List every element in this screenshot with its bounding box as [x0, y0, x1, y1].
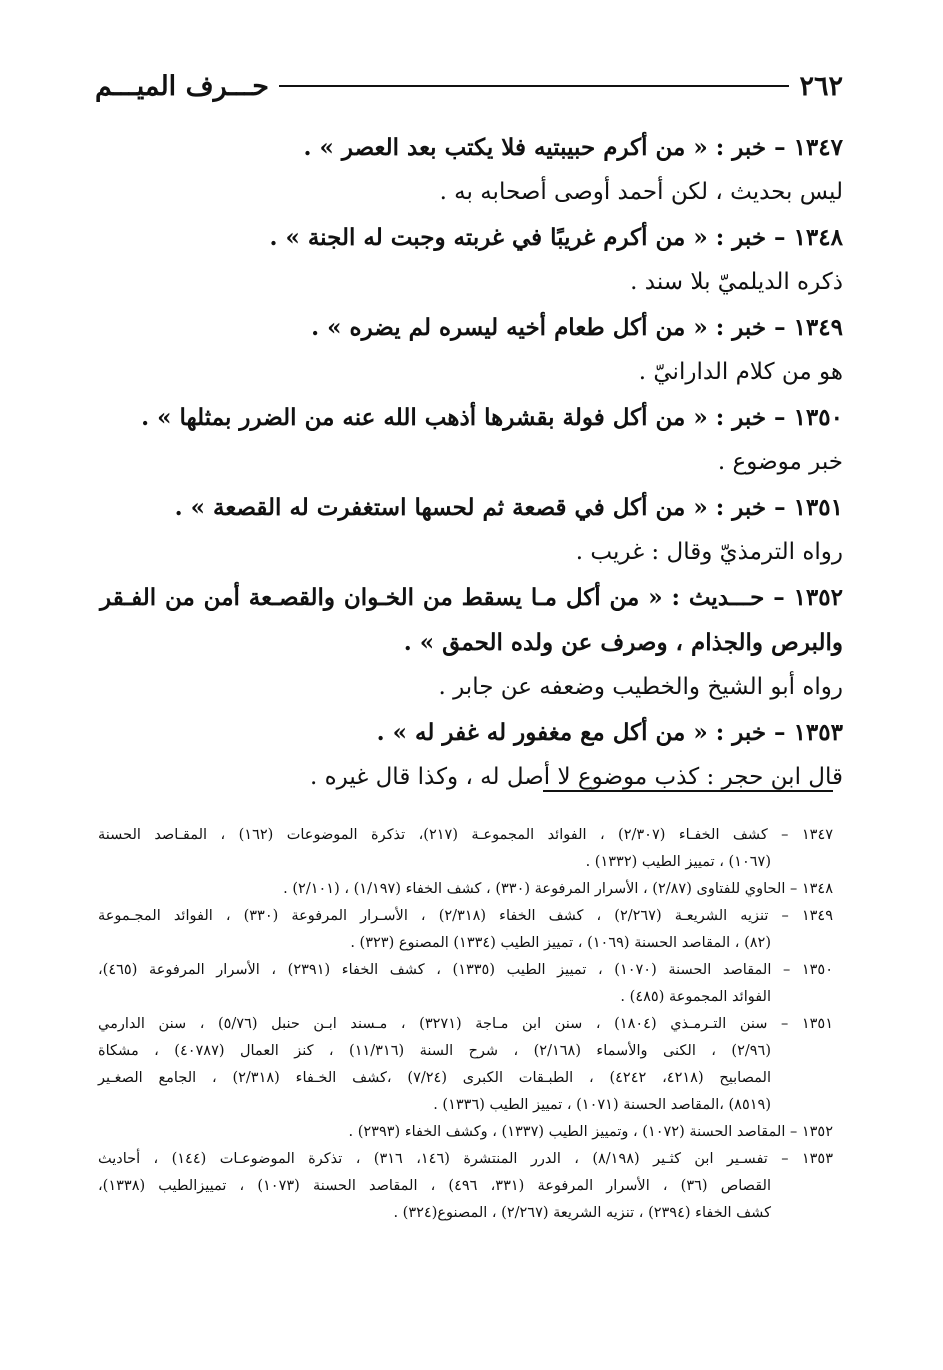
- entry-head: ١٣٥٠ – خبر : « من أكل فولة بقشرها أذهب الله عنه من الضرر بمثلها » .: [141, 404, 843, 431]
- main-text: [100, 125, 843, 800]
- entry-head: ١٣٤٧ – خبر : « من أكرم حبيبتيه فلا يكتب بعد العصر » .: [303, 134, 843, 161]
- entry-head: ١٣٤٩ – خبر : « من أكل طعام أخيه ليسره لم يضره » .: [311, 314, 843, 341]
- footnote-1349: [98, 903, 833, 957]
- entry-1351: [100, 485, 843, 575]
- footnote-line: ١٣٥٣ – تفسـير ابن كثـير (٨/١٩٨) ، الدرر المنتشرة (١٤٦، ٣١٦) ، تذكرة الموضوعـات (١٤٤) ، أحاديث: [98, 1151, 833, 1167]
- entry-1353: [100, 710, 843, 800]
- footnote-line: (١٠٦٧) ، تمييز الطيب (١٣٣٢) .: [585, 854, 771, 870]
- footnote-line: كشف الخفاء (٢٣٩٤) ، تنزيه الشريعة (٢/٢٦٧) ، المصنوع(٣٢٤) .: [393, 1205, 771, 1221]
- footnote-1348: [98, 876, 833, 903]
- entry-1347: [100, 125, 843, 215]
- chapter-title: حـــرف الميـــم: [95, 70, 269, 102]
- entry-head: ١٣٥٢ – حـــديث : « من أكل مـا يسقط من الخـوان والقصـعة أمن من الفـقر: [100, 584, 843, 611]
- footnote-line: (٨٥١٩) ،المقاصد الحسنة (١٠٧١) ، تمييز الطيب (١٣٣٦) .: [433, 1097, 771, 1113]
- footnote-line: ١٣٤٧ – كشف الخفـاء (٢/٣٠٧) ، الفوائد المجموعـة (٢١٧)، تذكرة الموضوعات (١٦٢) ، المقـاصد الحسنة: [98, 827, 834, 843]
- entry-head-continuation: والبرص والجذام ، وصرف عن ولده الحمق » .: [403, 629, 843, 656]
- footnote-line: ١٣٤٩ – تنزيه الشريعـة (٢/٢٦٧) ، كشف الخفاء (٢/٣١٨) ، الأسـرار المرفوعة (٣٣٠) ، الفوائد المجـموعة: [98, 908, 834, 924]
- entry-note: خبر موضوع .: [717, 449, 843, 475]
- footnotes: [98, 822, 833, 1227]
- page-number: ٢٦٢: [799, 70, 843, 102]
- entry-note: قال ابن حجر : كذب موضوع لا أصل له ، وكذا قال غيره .: [309, 764, 843, 790]
- footnote-line: (٨٢) ، المقاصد الحسنة (١٠٦٩) ، تمييز الطيب (١٣٣٤) المصنوع (٣٢٣) .: [350, 935, 771, 951]
- footnote-1347: [98, 822, 833, 876]
- entry-note: رواه الترمذيّ وقال : غريب .: [575, 539, 843, 565]
- footnote-line: ١٣٥١ – سنن التـرمـذي (١٨٠٤) ، سنن ابن مـاجة (٣٢٧١) ، مـسند ابـن حنبل (٥/٧٦) ، سنن الدارمي: [98, 1016, 834, 1032]
- entry-head: ١٣٥١ – خبر : « من أكل في قصعة ثم لحسها استغفرت له القصعة » .: [174, 494, 843, 521]
- footnote-separator: [543, 790, 833, 792]
- footnote-line: ١٣٥٢ – المقاصد الحسنة (١٠٧٢) ، وتمييز الطيب (١٣٣٧) ، وكشف الخفاء (٢٣٩٣) .: [348, 1124, 833, 1140]
- entry-1348: [100, 215, 843, 305]
- page-header: [95, 66, 843, 106]
- entry-note: هو من كلام الدارانيّ .: [638, 359, 843, 385]
- footnote-1351: [98, 1011, 833, 1119]
- footnote-line: القصاص (٣٦) ، الأسرار المرفوعة (٣٣١، ٤٩٦) ، المقاصد الحسنة (١٠٧٣) ، تمييزالطيب (١٣٣٨)،: [98, 1178, 771, 1194]
- entry-note: ذكره الديلميّ بلا سند .: [630, 269, 843, 295]
- footnote-1353: [98, 1146, 833, 1227]
- footnote-line: ١٣٥٠ – المقاصد الحسنة (١٠٧٠) ، تمييز الطيب (١٣٣٥) ، كشف الخفاء (٢٣٩١) ، الأسرار المرفوعة (٤٦٥)،: [98, 962, 834, 978]
- entry-head: ١٣٤٨ – خبر : « من أكرم غريبًا في غربته وجبت له الجنة » .: [269, 224, 843, 251]
- entry-head: ١٣٥٣ – خبر : « من أكل مع مغفور له غفر له » .: [376, 719, 843, 746]
- footnote-line: ١٣٤٨ – الحاوي للفتاوى (٢/٨٧) ، الأسرار المرفوعة (٣٣٠) ، كشف الخفاء (١/١٩٧) ، (٢/١٠١) .: [283, 881, 833, 897]
- entry-1349: [100, 305, 843, 395]
- entry-1350: [100, 395, 843, 485]
- entry-1352: [100, 575, 843, 710]
- entry-note: رواه أبو الشيخ والخطيب وضعفه عن جابر .: [438, 674, 843, 700]
- footnote-line: الفوائد المجموعة (٤٨٥) .: [620, 989, 771, 1005]
- footnote-line: المصابيح (٤٢١٨، ٤٢٤٢) ، الطبـقات الكبرى (٧/٢٤) ،كشف الخـفاء (٢/٣١٨) ، الجامع الصغـير: [98, 1070, 771, 1086]
- header-rule: [279, 85, 790, 87]
- entry-note: ليس بحديث ، لكن أحمد أوصى أصحابه به .: [439, 179, 843, 205]
- footnote-1352: [98, 1119, 833, 1146]
- footnote-line: (٢/٩٦) ، الكنى والأسماء (٢/١٦٨) ، شرح السنة (١١/٣١٦) ، كنز العمال (٤٠٧٨٧) ، مشكاة: [98, 1043, 771, 1059]
- footnote-1350: [98, 957, 833, 1011]
